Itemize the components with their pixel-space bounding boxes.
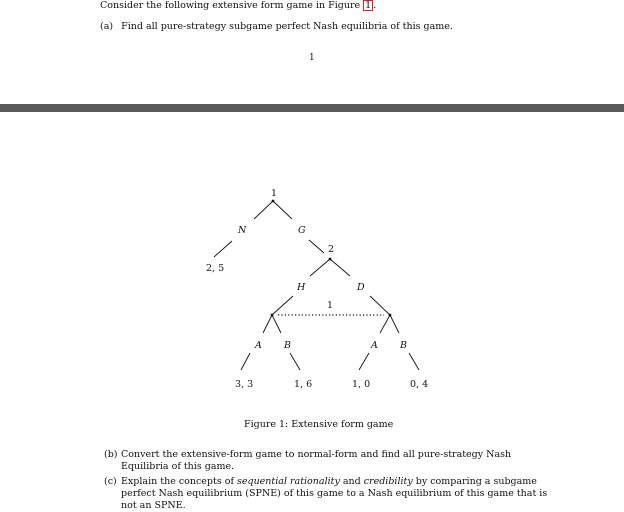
question-c-text-1: Explain the concepts of xyxy=(121,476,237,487)
payoff-db: 0, 4 xyxy=(410,379,429,390)
right-info-node xyxy=(389,314,392,317)
page-number: 1 xyxy=(309,53,315,63)
part-a-text: Find all pure-strategy subgame perfect Nash equilibria of this game. xyxy=(121,21,453,32)
action-a-right-label: A xyxy=(371,340,378,351)
action-h-label: H xyxy=(297,282,306,293)
edge-B-left-payoff xyxy=(290,353,300,370)
intro-end: . xyxy=(373,0,377,11)
question-b-text: Convert the extensive-form game to normal-form and find all pure-strategy Nash Equilibria of this game. xyxy=(121,449,512,472)
payoff-n: 2, 5 xyxy=(206,263,225,274)
term-credibility: credibility xyxy=(363,476,413,487)
edge-2-D xyxy=(330,259,350,276)
edge-2-H xyxy=(310,259,330,276)
payoff-ha: 3, 3 xyxy=(235,379,254,390)
edge-N-payoff xyxy=(214,241,232,257)
edge-left-A xyxy=(263,315,272,333)
edge-G-player2 xyxy=(309,240,324,253)
action-g-label: G xyxy=(298,225,306,236)
edge-B-right-payoff xyxy=(409,353,419,370)
edge-left-B xyxy=(272,315,281,333)
action-d-label: D xyxy=(357,282,365,293)
edge-right-B xyxy=(390,315,399,333)
edge-root-N xyxy=(254,201,273,219)
question-c-label: (c) xyxy=(104,476,117,487)
edge-root-G xyxy=(273,201,292,219)
payoff-hb: 1, 6 xyxy=(294,379,313,390)
edge-A-right-payoff xyxy=(359,353,369,370)
root-node xyxy=(272,200,275,203)
intro-text: Consider the following extensive form game in Figure xyxy=(100,0,361,11)
info-set-player-label: 1 xyxy=(327,300,334,311)
action-a-left-label: A xyxy=(255,340,262,351)
question-c-text-3: by comparing a subgame perfect Nash equilibrium (SPNE) of this game to a Nash equilibrium of this game that is not an SPNE. xyxy=(121,476,548,511)
question-c-text xyxy=(121,476,553,512)
action-b-right-label: B xyxy=(400,340,407,351)
action-n-label: N xyxy=(238,225,247,236)
question-b-label: (b) xyxy=(104,449,118,460)
figure-caption: Figure 1: Extensive form game xyxy=(244,419,394,430)
question-c-text-2: and xyxy=(339,476,364,487)
root-player-label: 1 xyxy=(271,188,278,199)
term-sequential-rationality: sequential rationality xyxy=(236,476,340,487)
edge-D-right xyxy=(370,296,390,315)
player2-node xyxy=(329,258,332,261)
action-b-left-label: B xyxy=(284,340,291,351)
edge-H-left xyxy=(272,296,293,315)
edge-right-A xyxy=(380,315,390,333)
part-a-label: (a) xyxy=(100,21,114,32)
figure-link-label: 1 xyxy=(365,0,372,11)
edge-A-left-payoff xyxy=(241,353,250,370)
payoff-da: 1, 0 xyxy=(352,379,371,390)
left-info-node xyxy=(271,314,274,317)
player2-label: 2 xyxy=(328,244,335,255)
